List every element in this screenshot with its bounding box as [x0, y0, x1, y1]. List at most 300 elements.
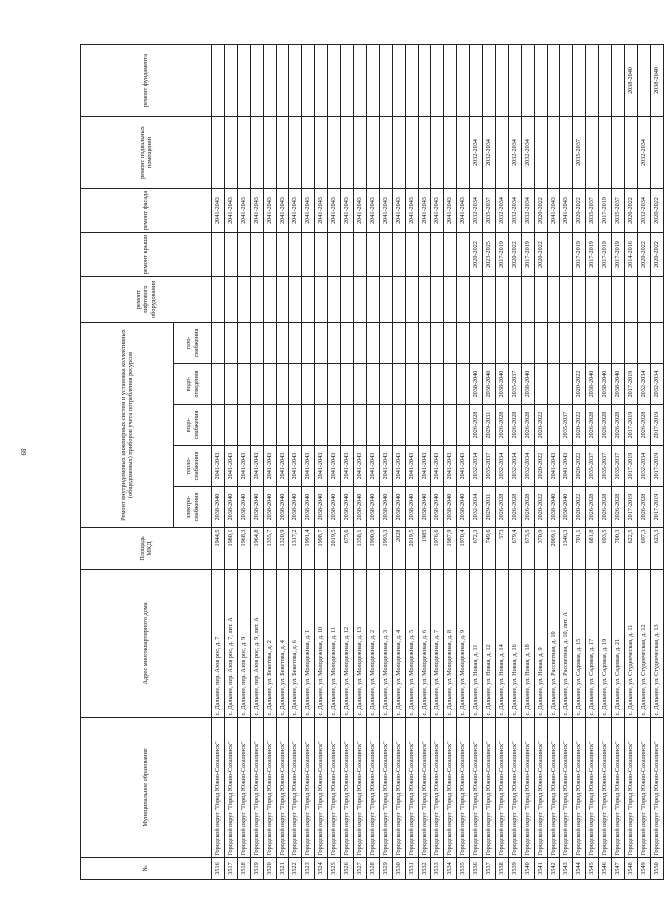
cell-lift	[470, 277, 483, 323]
cell-municipality: Городской округ "Город Южно-Сахалинск"	[586, 718, 599, 858]
cell-electro: 2038-2040	[457, 487, 470, 528]
cell-foundation	[444, 45, 457, 117]
table-row	[405, 45, 418, 880]
cell-basement	[405, 117, 418, 189]
cell-roof	[431, 233, 444, 277]
cell-basement: 2032-2034	[470, 117, 483, 189]
cell-num: 3525	[328, 858, 341, 880]
cell-lift	[483, 277, 496, 323]
cell-drain: 2032-2034	[650, 364, 663, 405]
cell-roof: 2017-2019	[573, 233, 586, 277]
cell-basement	[534, 117, 547, 189]
cell-roof: 2020-2022	[534, 233, 547, 277]
header-lift: ремонт лифтового оборудования	[81, 277, 212, 323]
cell-roof	[560, 233, 573, 277]
cell-basement	[495, 117, 508, 189]
cell-water: 2026-2028	[599, 405, 612, 446]
cell-water	[263, 405, 276, 446]
cell-roof	[263, 233, 276, 277]
cell-water: 2026-2028	[508, 405, 521, 446]
cell-address: с. Дальнее, ул. Молодежная, д. 2	[366, 570, 379, 718]
cell-water	[353, 405, 366, 446]
cell-heat: 2035-2037	[612, 446, 625, 487]
cell-facade: 2041-2043	[302, 189, 315, 233]
cell-roof	[276, 233, 289, 277]
cell-heat: 2041-2043	[431, 446, 444, 487]
cell-gas	[224, 323, 237, 364]
cell-num: 3550	[650, 858, 663, 880]
cell-area: 1993,3	[379, 528, 392, 570]
table-row	[457, 45, 470, 880]
table-row	[534, 45, 547, 880]
cell-basement	[315, 117, 328, 189]
cell-foundation	[405, 45, 418, 117]
cell-water	[341, 405, 354, 446]
cell-address: с. Дальнее, ул. Бекетова, д. 4	[276, 570, 289, 718]
cell-drain	[418, 364, 431, 405]
cell-area: 1346,3	[560, 528, 573, 570]
cell-municipality: Городской округ "Город Южно-Сахалинск"	[444, 718, 457, 858]
table-row	[250, 45, 263, 880]
cell-lift	[302, 277, 315, 323]
cell-address: с. Дальнее, ул. Студенческая, д. 13	[650, 570, 663, 718]
cell-facade: 2020-2022	[534, 189, 547, 233]
cell-area: 1990,9	[366, 528, 379, 570]
cell-roof: 2020-2022	[650, 233, 663, 277]
cell-area: 672,3	[470, 528, 483, 570]
cell-heat: 2032-2034	[637, 446, 650, 487]
cell-water	[328, 405, 341, 446]
cell-drain	[431, 364, 444, 405]
cell-drain: 2032-2034	[637, 364, 650, 405]
cell-water	[392, 405, 405, 446]
cell-foundation	[573, 45, 586, 117]
cell-lift	[508, 277, 521, 323]
cell-municipality: Городской округ "Город Южно-Сахалинск"	[470, 718, 483, 858]
cell-gas	[392, 323, 405, 364]
cell-heat: 2041-2043	[212, 446, 225, 487]
cell-facade: 2035-2037	[612, 189, 625, 233]
cell-roof	[328, 233, 341, 277]
cell-drain	[250, 364, 263, 405]
cell-foundation	[315, 45, 328, 117]
cell-area: 1985	[418, 528, 431, 570]
cell-gas	[366, 323, 379, 364]
cell-drain: 2038-2040	[599, 364, 612, 405]
cell-roof: 2017-2019	[521, 233, 534, 277]
cell-facade: 2041-2043	[315, 189, 328, 233]
cell-heat: 2041-2043	[353, 446, 366, 487]
cell-num: 3547	[612, 858, 625, 880]
table-row	[612, 45, 625, 880]
cell-area: 2019,5	[405, 528, 418, 570]
cell-municipality: Городской округ "Город Южно-Сахалинск"	[560, 718, 573, 858]
header-systems-group: Ремонт внутридомовых инженерных систем и установка коллективных (общедомовых) приборов учета потребления ресурсов	[81, 323, 174, 528]
table-row	[650, 45, 663, 880]
cell-heat: 2041-2043	[379, 446, 392, 487]
cell-basement	[276, 117, 289, 189]
cell-gas	[521, 323, 534, 364]
cell-address: с. Дальнее, ул. Новая, д. 9	[534, 570, 547, 718]
cell-municipality: Городской округ "Город Южно-Сахалинск"	[418, 718, 431, 858]
table-row	[224, 45, 237, 880]
cell-lift	[495, 277, 508, 323]
cell-area: 1317,2	[289, 528, 302, 570]
cell-num: 3543	[560, 858, 573, 880]
cell-roof	[212, 233, 225, 277]
cell-facade: 2041-2043	[353, 189, 366, 233]
cell-basement: 2035-2037	[573, 117, 586, 189]
cell-basement	[625, 117, 638, 189]
table-row	[212, 45, 225, 880]
cell-address: с. Дальнее, ул. Молодежная, д. 13	[353, 570, 366, 718]
cell-municipality: Городской округ "Город Южно-Сахалинск"	[547, 718, 560, 858]
cell-num: 3526	[341, 858, 354, 880]
cell-drain	[444, 364, 457, 405]
cell-municipality: Городской округ "Город Южно-Сахалинск"	[495, 718, 508, 858]
table-row	[586, 45, 599, 880]
cell-area: 623,3	[650, 528, 663, 570]
cell-water	[405, 405, 418, 446]
cell-area: 679,4	[508, 528, 521, 570]
header-basement: ремонт подвальных помещений	[81, 117, 212, 189]
cell-drain	[276, 364, 289, 405]
cell-water	[302, 405, 315, 446]
cell-electro: 2038-2040	[392, 487, 405, 528]
cell-basement	[212, 117, 225, 189]
cell-municipality: Городской округ "Город Южно-Сахалинск"	[302, 718, 315, 858]
table-row	[353, 45, 366, 880]
cell-heat: 2041-2043	[457, 446, 470, 487]
cell-gas	[250, 323, 263, 364]
cell-heat: 2032-2034	[470, 446, 483, 487]
cell-basement	[586, 117, 599, 189]
cell-facade: 2035-2037	[483, 189, 496, 233]
cell-basement: 2032-2034	[521, 117, 534, 189]
cell-electro: 2026-2028	[508, 487, 521, 528]
cell-municipality: Городской округ "Город Южно-Сахалинск"	[637, 718, 650, 858]
cell-gas	[263, 323, 276, 364]
cell-electro: 2026-2028	[521, 487, 534, 528]
cell-address: с. Дальнее, пер. Азов рос, д. 9, лит. А	[250, 570, 263, 718]
cell-foundation	[379, 45, 392, 117]
cell-address: с. Дальнее, ул. Молодежная, д. 6	[418, 570, 431, 718]
cell-facade: 2041-2043	[392, 189, 405, 233]
cell-roof: 2023-2025	[483, 233, 496, 277]
cell-gas	[637, 323, 650, 364]
cell-gas	[302, 323, 315, 364]
cell-electro: 2017-2019	[650, 487, 663, 528]
cell-water	[212, 405, 225, 446]
cell-drain: 2035-2037	[508, 364, 521, 405]
cell-basement	[263, 117, 276, 189]
cell-area: 2028	[392, 528, 405, 570]
cell-facade: 2041-2043	[212, 189, 225, 233]
cell-roof: 2017-2019	[495, 233, 508, 277]
table-row	[508, 45, 521, 880]
cell-heat: 2032-2034	[508, 446, 521, 487]
cell-heat: 2041-2043	[315, 446, 328, 487]
cell-area: 673,5	[521, 528, 534, 570]
cell-lift	[650, 277, 663, 323]
cell-heat: 2035-2037	[483, 446, 496, 487]
cell-address: с. Дальнее, ул. Садовая, д. 15	[573, 570, 586, 718]
cell-address: с. Дальнее, ул. Новая, д. 18	[521, 570, 534, 718]
cell-municipality: Городской округ "Город Южно-Сахалинск"	[405, 718, 418, 858]
cell-area: 1944,5	[212, 528, 225, 570]
cell-gas	[328, 323, 341, 364]
cell-basement	[547, 117, 560, 189]
cell-heat: 2041-2043	[366, 446, 379, 487]
cell-gas	[612, 323, 625, 364]
cell-heat: 2041-2043	[237, 446, 250, 487]
cell-drain	[457, 364, 470, 405]
header-facade: ремонт фасада	[81, 189, 212, 233]
cell-address: с. Дальнее, ул. Рассветная, д. 10	[547, 570, 560, 718]
cell-gas	[573, 323, 586, 364]
cell-foundation	[470, 45, 483, 117]
cell-foundation	[289, 45, 302, 117]
cell-facade: 2017-2019	[599, 189, 612, 233]
cell-gas	[212, 323, 225, 364]
cell-municipality: Городской округ "Город Южно-Сахалинск"	[328, 718, 341, 858]
cell-municipality: Городской округ "Город Южно-Сахалинск"	[276, 718, 289, 858]
cell-address: с. Дальнее, ул. Студенческая, д. 12	[637, 570, 650, 718]
cell-address: с. Дальнее, ул. Новая, д. 16	[508, 570, 521, 718]
table-row	[237, 45, 250, 880]
cell-address: с. Дальнее, пер. Азов рос, д. 7	[212, 570, 225, 718]
cell-gas	[276, 323, 289, 364]
cell-municipality: Городской округ "Город Южно-Сахалинск"	[366, 718, 379, 858]
table-row	[521, 45, 534, 880]
cell-water	[276, 405, 289, 446]
cell-basement	[224, 117, 237, 189]
cell-gas	[341, 323, 354, 364]
table-row	[263, 45, 276, 880]
cell-heat: 2032-2034	[495, 446, 508, 487]
cell-basement	[341, 117, 354, 189]
cell-foundation	[366, 45, 379, 117]
cell-electro: 2026-2028	[586, 487, 599, 528]
cell-num: 3545	[586, 858, 599, 880]
cell-facade: 2041-2043	[250, 189, 263, 233]
cell-num: 3527	[353, 858, 366, 880]
cell-lift	[612, 277, 625, 323]
cell-heat: 2041-2043	[405, 446, 418, 487]
cell-heat: 2017-2019	[650, 446, 663, 487]
cell-drain: 2017-2019	[625, 364, 638, 405]
cell-water	[431, 405, 444, 446]
cell-electro: 2038-2040	[276, 487, 289, 528]
cell-lift	[263, 277, 276, 323]
cell-municipality: Городской округ "Город Южно-Сахалинск"	[534, 718, 547, 858]
cell-municipality: Городской округ "Город Южно-Сахалинск"	[573, 718, 586, 858]
cell-lift	[328, 277, 341, 323]
cell-foundation	[547, 45, 560, 117]
cell-facade: 2041-2043	[457, 189, 470, 233]
header-address: Адрес многоквартирного дома	[81, 570, 212, 718]
table-row	[276, 45, 289, 880]
cell-heat: 2032-2034	[521, 446, 534, 487]
table-body	[212, 45, 664, 880]
cell-electro: 2038-2040	[289, 487, 302, 528]
header-heat: тепло-снабжения	[174, 446, 212, 487]
cell-basement	[289, 117, 302, 189]
cell-foundation	[302, 45, 315, 117]
cell-foundation	[212, 45, 225, 117]
cell-municipality: Городской округ "Город Южно-Сахалинск"	[521, 718, 534, 858]
cell-foundation: 2038-2040	[650, 45, 663, 117]
cell-municipality: Городской округ "Город Южно-Сахалинск"	[353, 718, 366, 858]
cell-drain	[341, 364, 354, 405]
cell-address: с. Дальнее, пер. Азов рос, д. 9	[237, 570, 250, 718]
cell-facade: 2032-2034	[637, 189, 650, 233]
cell-address: с. Дальнее, ул. Бекетова, д. 2	[263, 570, 276, 718]
cell-roof	[302, 233, 315, 277]
cell-gas	[444, 323, 457, 364]
cell-address: с. Дальнее, ул. Молодежная, д. 4	[392, 570, 405, 718]
cell-roof	[237, 233, 250, 277]
cell-water: 2026-2028	[470, 405, 483, 446]
cell-water	[418, 405, 431, 446]
cell-foundation	[431, 45, 444, 117]
cell-lift	[224, 277, 237, 323]
cell-heat: 2041-2043	[276, 446, 289, 487]
cell-drain	[353, 364, 366, 405]
cell-heat: 2041-2043	[328, 446, 341, 487]
cell-num: 3517	[224, 858, 237, 880]
cell-drain	[366, 364, 379, 405]
cell-municipality: Городской округ "Город Южно-Сахалинск"	[599, 718, 612, 858]
header-municipality: Муниципальное образование	[81, 718, 212, 858]
cell-basement	[302, 117, 315, 189]
cell-address: с. Дальнее, ул. Новая, д. 14	[495, 570, 508, 718]
cell-roof	[341, 233, 354, 277]
cell-heat: 2041-2043	[341, 446, 354, 487]
cell-lift	[534, 277, 547, 323]
cell-water: 2026-2028	[637, 405, 650, 446]
cell-heat: 2020-2022	[573, 446, 586, 487]
cell-heat: 2035-2037	[599, 446, 612, 487]
cell-water	[315, 405, 328, 446]
cell-gas	[625, 323, 638, 364]
cell-gas	[289, 323, 302, 364]
cell-area: 1976,6	[431, 528, 444, 570]
table-row	[483, 45, 496, 880]
cell-area: 1355,7	[263, 528, 276, 570]
cell-num: 3530	[392, 858, 405, 880]
cell-municipality: Городской округ "Город Южно-Сахалинск"	[431, 718, 444, 858]
cell-heat: 2017-2019	[625, 446, 638, 487]
cell-facade: 2041-2043	[444, 189, 457, 233]
cell-lift	[586, 277, 599, 323]
cell-foundation	[457, 45, 470, 117]
cell-electro: 2032-2034	[470, 487, 483, 528]
cell-electro: 2038-2040	[212, 487, 225, 528]
cell-municipality: Городской округ "Город Южно-Сахалинск"	[315, 718, 328, 858]
cell-lift	[405, 277, 418, 323]
cell-heat: 2041-2043	[289, 446, 302, 487]
cell-heat: 2020-2022	[534, 446, 547, 487]
header-drain: водо-отведения	[174, 364, 212, 405]
cell-gas	[650, 323, 663, 364]
cell-drain: 2038-2040	[470, 364, 483, 405]
cell-num: 3518	[237, 858, 250, 880]
cell-foundation	[483, 45, 496, 117]
cell-water: 2026-2028	[612, 405, 625, 446]
table-row	[573, 45, 586, 880]
table-row	[379, 45, 392, 880]
table-row	[418, 45, 431, 880]
table-row	[289, 45, 302, 880]
cell-electro: 2020-2022	[534, 487, 547, 528]
cell-electro: 2020-2022	[573, 487, 586, 528]
cell-roof: 2020-2022	[470, 233, 483, 277]
cell-lift	[353, 277, 366, 323]
cell-num: 3529	[379, 858, 392, 880]
cell-lift	[625, 277, 638, 323]
cell-water: 2029-2031	[483, 405, 496, 446]
cell-area: 1980,1	[224, 528, 237, 570]
table-row	[328, 45, 341, 880]
cell-num: 3535	[457, 858, 470, 880]
cell-basement: 2032-2034	[637, 117, 650, 189]
cell-facade: 2035-2037	[586, 189, 599, 233]
cell-roof	[405, 233, 418, 277]
cell-water: 2026-2028	[495, 405, 508, 446]
header-area: Площадь МКД	[81, 528, 212, 570]
cell-num: 3524	[315, 858, 328, 880]
cell-lift	[599, 277, 612, 323]
cell-facade: 2041-2043	[341, 189, 354, 233]
cell-basement	[250, 117, 263, 189]
cell-foundation	[250, 45, 263, 117]
cell-gas	[599, 323, 612, 364]
cell-area: 1968,3	[237, 528, 250, 570]
cell-electro: 2038-2040	[263, 487, 276, 528]
cell-electro: 2038-2040	[560, 487, 573, 528]
cell-foundation: 2038-2040	[625, 45, 638, 117]
cell-address: с. Дальнее, ул. Студенческая, д. 11	[625, 570, 638, 718]
cell-drain	[560, 364, 573, 405]
cell-municipality: Городской округ "Город Южно-Сахалинск"	[650, 718, 663, 858]
cell-electro: 2017-2019	[625, 487, 638, 528]
cell-lift	[379, 277, 392, 323]
cell-address: с. Дальнее, ул. Молодежная, д. 9	[457, 570, 470, 718]
cell-lift	[237, 277, 250, 323]
cell-facade: 2041-2043	[431, 189, 444, 233]
table-row	[366, 45, 379, 880]
cell-gas	[483, 323, 496, 364]
cell-facade: 2041-2043	[418, 189, 431, 233]
cell-water: 2017-2019	[650, 405, 663, 446]
cell-num: 3521	[276, 858, 289, 880]
cell-basement	[328, 117, 341, 189]
cell-address: с. Дальнее, ул. Новая, д. 12	[483, 570, 496, 718]
cell-roof	[224, 233, 237, 277]
cell-basement: 2032-2034	[508, 117, 521, 189]
cell-roof	[444, 233, 457, 277]
cell-num: 3520	[263, 858, 276, 880]
cell-address: с. Дальнее, пер. Азов рос, д. 7, лит. А	[224, 570, 237, 718]
cell-num: 3534	[444, 858, 457, 880]
cell-drain	[212, 364, 225, 405]
cell-facade: 2041-2043	[289, 189, 302, 233]
table-row	[495, 45, 508, 880]
cell-electro: 2038-2040	[237, 487, 250, 528]
table-row	[431, 45, 444, 880]
cell-gas	[431, 323, 444, 364]
